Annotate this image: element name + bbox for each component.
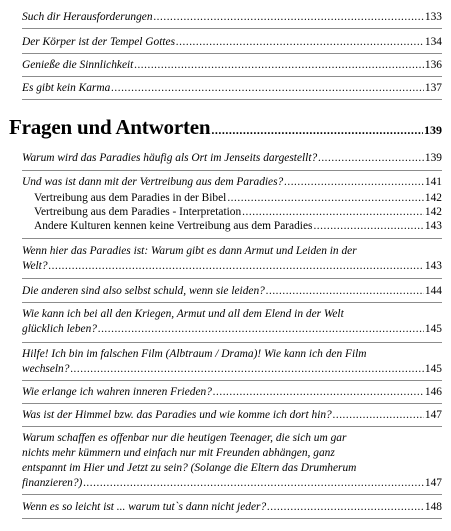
dot-leader xyxy=(134,58,424,73)
toc-entry-title-continued: nichts mehr kümmern und einfach nur mit Freunden abhängen, ganz xyxy=(22,447,335,459)
dot-leader xyxy=(227,192,424,206)
toc-entry[interactable] xyxy=(22,284,442,299)
divider xyxy=(22,53,442,54)
toc-subentry[interactable] xyxy=(34,206,442,220)
divider xyxy=(22,278,442,279)
divider xyxy=(22,238,442,239)
toc-entry[interactable] xyxy=(22,408,442,423)
toc-entry[interactable] xyxy=(22,347,442,377)
toc-page-number: 144 xyxy=(424,285,442,297)
divider xyxy=(22,170,442,171)
toc-entry[interactable] xyxy=(22,500,442,515)
dot-leader xyxy=(70,362,423,377)
dot-leader xyxy=(266,284,424,299)
toc-page-number: 141 xyxy=(424,176,442,188)
dot-leader xyxy=(313,220,423,234)
toc-subentry-title: Vertreibung aus dem Paradies in der Bibel xyxy=(34,192,227,204)
toc-entry-title: Wie kann ich bei all den Kriegen, Armut und all dem Elend in der Welt xyxy=(22,308,344,320)
toc-entry-title: Wenn es so leicht ist ... warum tut`s dann nicht jeder? xyxy=(22,501,267,513)
toc-entry-title: Genieße die Sinnlichkeit xyxy=(22,59,134,71)
divider xyxy=(22,518,442,519)
toc-subentry-title: Andere Kulturen kennen keine Vertreibung aus dem Paradies xyxy=(34,220,313,232)
toc-entry-title: Und was ist dann mit der Vertreibung aus dem Paradies? xyxy=(22,176,284,188)
divider xyxy=(22,99,442,100)
chapter-title: Fragen und Antworten xyxy=(9,115,211,139)
toc-entry[interactable] xyxy=(22,10,442,25)
divider xyxy=(22,76,442,77)
toc-page-number: 145 xyxy=(424,363,442,375)
divider xyxy=(22,426,442,427)
toc-entry-title: Warum schaffen es offenbar nur die heutigen Teenager, die sich um gar xyxy=(22,432,347,444)
divider xyxy=(22,302,442,303)
dot-leader xyxy=(213,385,424,400)
toc-entry[interactable] xyxy=(22,244,442,274)
toc-entry-title: Wenn hier das Paradies ist: Warum gibt es dann Armut und Leiden in der xyxy=(22,245,357,257)
toc-entry-title-continued: finanzieren?) xyxy=(22,477,83,489)
toc-entry-title-continued: entspannt im Hier und Jetzt zu sein? (Solange die Eltern das Drumherum xyxy=(22,462,357,474)
dot-leader xyxy=(176,35,424,50)
toc-page-number: 142 xyxy=(424,206,442,218)
toc-entry[interactable] xyxy=(22,81,442,96)
toc-entry[interactable] xyxy=(22,151,442,166)
toc-page-number: 148 xyxy=(424,501,442,513)
toc-page-number: 134 xyxy=(424,36,442,48)
divider xyxy=(22,342,442,343)
toc-page-number: 146 xyxy=(424,386,442,398)
toc-entry-title-continued: glücklich leben? xyxy=(22,323,97,335)
toc-entry[interactable] xyxy=(22,58,442,73)
chapter-page-number: 139 xyxy=(424,123,442,137)
toc-entry[interactable] xyxy=(22,431,442,491)
toc-subentry[interactable] xyxy=(34,220,442,234)
dot-leader xyxy=(211,121,423,139)
toc-entry-title: Der Körper ist der Tempel Gottes xyxy=(22,36,176,48)
chapter-heading[interactable] xyxy=(9,115,442,140)
toc-page-number: 133 xyxy=(424,11,442,23)
dot-leader xyxy=(98,322,424,337)
dot-leader xyxy=(111,81,424,96)
divider xyxy=(22,494,442,495)
toc-page-number: 143 xyxy=(424,220,442,232)
dot-leader xyxy=(333,408,424,423)
toc-page-number: 145 xyxy=(424,323,442,335)
dot-leader xyxy=(267,500,424,515)
toc-page-number: 139 xyxy=(424,152,442,164)
toc-page-number: 147 xyxy=(424,477,442,489)
toc-entry[interactable] xyxy=(22,307,442,337)
dot-leader xyxy=(49,259,424,274)
toc-entry-title: Es gibt kein Karma xyxy=(22,82,111,94)
divider xyxy=(22,28,442,29)
toc-entry-title: Wie erlange ich wahren inneren Frieden? xyxy=(22,386,212,398)
toc-entry-title: Such dir Herausforderungen xyxy=(22,11,153,23)
dot-leader xyxy=(318,151,424,166)
toc-entry-title-continued: Welt? xyxy=(22,260,48,272)
divider xyxy=(22,403,442,404)
dot-leader xyxy=(284,175,424,190)
toc-page-number: 142 xyxy=(424,192,442,204)
toc-page-number: 147 xyxy=(424,409,442,421)
toc-entry-title: Was ist der Himmel bzw. das Paradies und wie komme ich dort hin? xyxy=(22,409,332,421)
toc-entry[interactable] xyxy=(22,35,442,50)
toc-entry-title: Warum wird das Paradies häufig als Ort im Jenseits dargestellt? xyxy=(22,152,318,164)
toc-page-number: 143 xyxy=(424,260,442,272)
toc-entry-title: Die anderen sind also selbst schuld, wenn sie leiden? xyxy=(22,285,265,297)
toc-page-number: 137 xyxy=(424,82,442,94)
dot-leader xyxy=(242,206,424,220)
toc-entry[interactable] xyxy=(22,385,442,400)
toc-entry-title: Hilfe! Ich bin im falschen Film (Albtraum / Drama)! Wie kann ich den Film xyxy=(22,348,367,360)
toc-entry-title-continued: wechseln? xyxy=(22,363,70,375)
toc-subentry[interactable] xyxy=(34,192,442,206)
toc-page-number: 136 xyxy=(424,59,442,71)
toc-entry[interactable] xyxy=(22,175,442,190)
divider xyxy=(22,380,442,381)
toc-subentry-title: Vertreibung aus dem Paradies - Interpretation xyxy=(34,206,242,218)
dot-leader xyxy=(154,10,424,25)
dot-leader xyxy=(83,476,424,491)
